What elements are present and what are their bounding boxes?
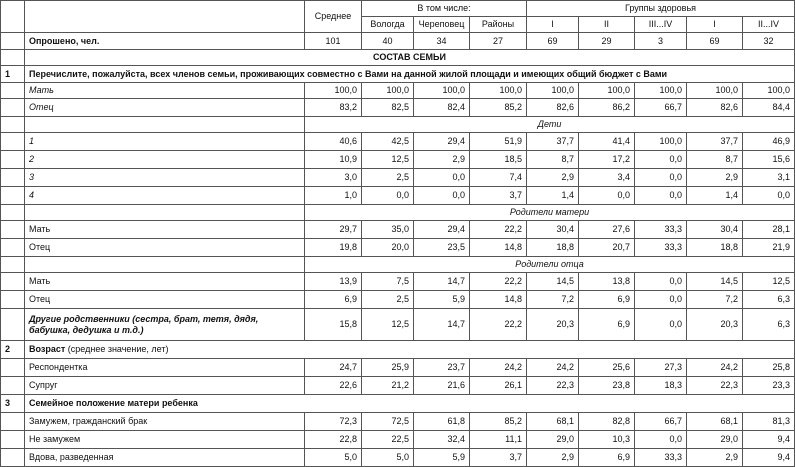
table-cell: Другие родственники (сестра, брат, тетя, дядя, бабушка, дедушка и т.д.) xyxy=(25,309,305,341)
table-cell: 23,7 xyxy=(414,359,470,377)
table-cell: 72,3 xyxy=(305,413,362,431)
table-cell: 24,7 xyxy=(305,359,362,377)
table-cell: 5,0 xyxy=(305,449,362,467)
question-row xyxy=(1,66,795,83)
data-row xyxy=(1,273,795,291)
header-sub: II...IV xyxy=(743,17,795,33)
table-cell: 0,0 xyxy=(635,273,687,291)
table-cell: 18,8 xyxy=(687,239,743,257)
table-cell xyxy=(1,187,25,205)
table-cell: 1,4 xyxy=(687,187,743,205)
table-cell: 7,5 xyxy=(362,273,414,291)
header-sub: Череповец xyxy=(414,17,470,33)
table-cell: 100,0 xyxy=(743,83,795,99)
table-cell: 84,4 xyxy=(743,99,795,117)
subgroup-title: Родители матери xyxy=(305,205,795,221)
table-cell: 82,8 xyxy=(579,413,635,431)
header-average: Среднее xyxy=(305,1,362,33)
table-cell: 14,5 xyxy=(687,273,743,291)
table-cell: 2,9 xyxy=(687,449,743,467)
data-row xyxy=(1,239,795,257)
table-cell: 22,5 xyxy=(362,431,414,449)
table-cell: 3 xyxy=(25,169,305,187)
table-cell xyxy=(1,273,25,291)
table-cell: 2,5 xyxy=(362,169,414,187)
table-cell: 68,1 xyxy=(527,413,579,431)
table-cell: 25,9 xyxy=(362,359,414,377)
table-cell: 7,2 xyxy=(527,291,579,309)
table-cell: 100,0 xyxy=(527,83,579,99)
table-cell xyxy=(1,359,25,377)
table-cell: Не замужем xyxy=(25,431,305,449)
table-cell: 7,2 xyxy=(687,291,743,309)
table-cell: 10,9 xyxy=(305,151,362,169)
table-cell xyxy=(1,239,25,257)
table-cell: 9,4 xyxy=(743,449,795,467)
table-cell: 40 xyxy=(362,33,414,50)
table-cell: 21,9 xyxy=(743,239,795,257)
table-cell: 2,5 xyxy=(362,291,414,309)
table-cell xyxy=(1,309,25,341)
table-cell: 22,2 xyxy=(470,273,527,291)
table-cell xyxy=(1,99,25,117)
table-cell: Мать xyxy=(25,83,305,99)
header-including: В том числе: xyxy=(362,1,527,17)
table-cell: 72,5 xyxy=(362,413,414,431)
table-cell: 33,3 xyxy=(635,449,687,467)
table-cell: 41,4 xyxy=(579,133,635,151)
question-row xyxy=(1,395,795,413)
table-cell xyxy=(1,257,25,273)
table-cell: 23,3 xyxy=(743,377,795,395)
table-cell: 100,0 xyxy=(470,83,527,99)
header-sub: Вологда xyxy=(362,17,414,33)
table-cell: 28,1 xyxy=(743,221,795,239)
table-cell: 22,3 xyxy=(527,377,579,395)
table-cell: 24,2 xyxy=(470,359,527,377)
subgroup-title-row xyxy=(1,257,795,273)
table-cell: Отец xyxy=(25,99,305,117)
section-title-row xyxy=(1,50,795,66)
table-cell: Замужем, гражданский брак xyxy=(25,413,305,431)
table-cell: 25,8 xyxy=(743,359,795,377)
table-cell: 13,8 xyxy=(579,273,635,291)
table-cell: 22,6 xyxy=(305,377,362,395)
table-cell: 100,0 xyxy=(414,83,470,99)
table-cell: 14,8 xyxy=(470,291,527,309)
table-cell: 100,0 xyxy=(305,83,362,99)
table-cell: 27 xyxy=(470,33,527,50)
table-cell: 24,2 xyxy=(527,359,579,377)
data-row xyxy=(1,221,795,239)
table-cell: 69 xyxy=(527,33,579,50)
table-cell: 81,3 xyxy=(743,413,795,431)
table-cell: 7,4 xyxy=(470,169,527,187)
data-row xyxy=(1,133,795,151)
table-cell: 1,4 xyxy=(527,187,579,205)
table-cell xyxy=(25,341,795,359)
table-cell: 2,9 xyxy=(527,169,579,187)
table-cell xyxy=(25,257,305,273)
data-row xyxy=(1,187,795,205)
table-cell: 30,4 xyxy=(687,221,743,239)
table-cell: 20,3 xyxy=(527,309,579,341)
table-cell: Вдова, разведенная xyxy=(25,449,305,467)
table-cell: 0,0 xyxy=(414,169,470,187)
table-cell xyxy=(25,1,305,33)
table-cell: 22,2 xyxy=(470,309,527,341)
table-cell: 9,4 xyxy=(743,431,795,449)
table-cell: 10,3 xyxy=(579,431,635,449)
table-cell: 3,4 xyxy=(579,169,635,187)
table-cell: 40,6 xyxy=(305,133,362,151)
table-cell: 29,4 xyxy=(414,221,470,239)
table-cell: 8,7 xyxy=(527,151,579,169)
data-row xyxy=(1,359,795,377)
table-cell: 100,0 xyxy=(635,83,687,99)
table-cell: 21,6 xyxy=(414,377,470,395)
row-label: Опрошено, чел. xyxy=(25,33,305,50)
table-cell: 22,2 xyxy=(470,221,527,239)
table-cell: 42,5 xyxy=(362,133,414,151)
table-cell: 3,7 xyxy=(470,187,527,205)
table-cell: 66,7 xyxy=(635,99,687,117)
table-cell: 82,6 xyxy=(687,99,743,117)
table-cell: 24,2 xyxy=(687,359,743,377)
table-cell: 82,6 xyxy=(527,99,579,117)
table-cell: 37,7 xyxy=(687,133,743,151)
header-sub: II xyxy=(579,17,635,33)
table-cell: 85,2 xyxy=(470,413,527,431)
subgroup-title-row xyxy=(1,205,795,221)
table-cell: Мать xyxy=(25,273,305,291)
table-cell xyxy=(1,291,25,309)
table-cell: 14,7 xyxy=(414,273,470,291)
table-cell: 82,5 xyxy=(362,99,414,117)
table-cell: 12,5 xyxy=(743,273,795,291)
table-cell: 3,7 xyxy=(470,449,527,467)
header-sub: I xyxy=(527,17,579,33)
header-sub: III...IV xyxy=(635,17,687,33)
table-cell xyxy=(1,205,25,221)
table-cell: Супруг xyxy=(25,377,305,395)
table-cell: 82,4 xyxy=(414,99,470,117)
table-cell xyxy=(25,205,305,221)
table-cell xyxy=(1,133,25,151)
table-cell: 101 xyxy=(305,33,362,50)
table-cell: 13,9 xyxy=(305,273,362,291)
table-cell: 33,3 xyxy=(635,221,687,239)
table-cell: 6,9 xyxy=(579,291,635,309)
table-cell: 6,9 xyxy=(579,449,635,467)
table-cell xyxy=(1,151,25,169)
data-row xyxy=(1,413,795,431)
table-cell: 1 xyxy=(25,133,305,151)
table-cell xyxy=(1,33,25,50)
table-cell: 0,0 xyxy=(635,187,687,205)
header-health-groups: Группы здоровья xyxy=(527,1,795,17)
header-sub: Районы xyxy=(470,17,527,33)
table-cell: 100,0 xyxy=(362,83,414,99)
table-cell xyxy=(25,117,305,133)
table-cell: 68,1 xyxy=(687,413,743,431)
table-cell: 29,0 xyxy=(687,431,743,449)
table-cell: 0,0 xyxy=(635,309,687,341)
table-cell: 27,3 xyxy=(635,359,687,377)
table-cell: 83,2 xyxy=(305,99,362,117)
table-cell: 27,6 xyxy=(579,221,635,239)
subgroup-title: Дети xyxy=(305,117,795,133)
table-cell: 100,0 xyxy=(635,133,687,151)
table-cell: 18,5 xyxy=(470,151,527,169)
table-cell: 0,0 xyxy=(579,187,635,205)
table-cell: 8,7 xyxy=(687,151,743,169)
table-cell xyxy=(1,117,25,133)
data-row xyxy=(1,291,795,309)
table-cell: 4 xyxy=(25,187,305,205)
table-cell: 2 xyxy=(1,341,25,359)
table-cell: 14,7 xyxy=(414,309,470,341)
table-cell: 61,8 xyxy=(414,413,470,431)
table-cell: 30,4 xyxy=(527,221,579,239)
table-cell: 2,9 xyxy=(687,169,743,187)
table-cell: 25,6 xyxy=(579,359,635,377)
header-sub: I xyxy=(687,17,743,33)
table-cell xyxy=(1,1,25,33)
table-cell: 35,0 xyxy=(362,221,414,239)
table-cell: 85,2 xyxy=(470,99,527,117)
data-row xyxy=(1,309,795,341)
data-row xyxy=(1,377,795,395)
table-cell: 34 xyxy=(414,33,470,50)
table-cell: 15,8 xyxy=(305,309,362,341)
table-cell: 20,3 xyxy=(687,309,743,341)
table-cell: 0,0 xyxy=(743,187,795,205)
data-row xyxy=(1,431,795,449)
table-cell: 6,9 xyxy=(305,291,362,309)
table-cell: Отец xyxy=(25,239,305,257)
table-cell: 22,3 xyxy=(687,377,743,395)
table-cell: 100,0 xyxy=(687,83,743,99)
surveyed-row xyxy=(1,33,795,50)
table-cell: 11,1 xyxy=(470,431,527,449)
table-cell: 12,5 xyxy=(362,309,414,341)
table-cell: Отец xyxy=(25,291,305,309)
table-cell: 29 xyxy=(579,33,635,50)
data-row xyxy=(1,83,795,99)
table-cell: 14,8 xyxy=(470,239,527,257)
table-cell xyxy=(1,50,25,66)
table-cell: 3 xyxy=(1,395,25,413)
table-cell: Семейное положение матери ребенка xyxy=(25,395,795,413)
table-cell: 6,3 xyxy=(743,309,795,341)
table-cell: Мать xyxy=(25,221,305,239)
data-row xyxy=(1,151,795,169)
table-cell: 2,9 xyxy=(527,449,579,467)
table-cell: 3 xyxy=(635,33,687,50)
table-cell: 1 xyxy=(1,66,25,83)
table-cell: 19,8 xyxy=(305,239,362,257)
question-text: Перечислите, пожалуйста, всех членов семьи, проживающих совместно с Вами на данной жилой площади и имеющих общий бюджет с Вами xyxy=(25,66,795,83)
table-cell: 0,0 xyxy=(362,187,414,205)
table-cell: 20,0 xyxy=(362,239,414,257)
question-row xyxy=(1,341,795,359)
table-cell: 20,7 xyxy=(579,239,635,257)
table-cell: 46,9 xyxy=(743,133,795,151)
subgroup-title: Родители отца xyxy=(305,257,795,273)
table-cell: 2 xyxy=(25,151,305,169)
table-cell: 5,9 xyxy=(414,291,470,309)
table-cell: 69 xyxy=(687,33,743,50)
question-text: (среднее значение, лет) xyxy=(65,344,169,354)
table-cell: 37,7 xyxy=(527,133,579,151)
table-cell: 100,0 xyxy=(579,83,635,99)
table-cell: 32 xyxy=(743,33,795,50)
table-cell xyxy=(1,413,25,431)
table-cell: 23,8 xyxy=(579,377,635,395)
table-cell: 0,0 xyxy=(635,151,687,169)
table-cell: 32,4 xyxy=(414,431,470,449)
table-cell: 6,9 xyxy=(579,309,635,341)
table-cell: 86,2 xyxy=(579,99,635,117)
table-cell: 3,0 xyxy=(305,169,362,187)
header-row-1 xyxy=(1,1,795,17)
table-cell: 29,0 xyxy=(527,431,579,449)
table-cell: 0,0 xyxy=(635,169,687,187)
table-cell: 14,5 xyxy=(527,273,579,291)
table-cell: 22,8 xyxy=(305,431,362,449)
question-text: Возраст xyxy=(29,344,66,354)
table-cell: 5,0 xyxy=(362,449,414,467)
table-cell: 12,5 xyxy=(362,151,414,169)
table-cell: 33,3 xyxy=(635,239,687,257)
table-cell: 21,2 xyxy=(362,377,414,395)
table-cell: 26,1 xyxy=(470,377,527,395)
table-cell xyxy=(1,221,25,239)
data-row xyxy=(1,99,795,117)
table-cell: 17,2 xyxy=(579,151,635,169)
table-cell: 15,6 xyxy=(743,151,795,169)
table-cell: 23,5 xyxy=(414,239,470,257)
table-cell: 3,1 xyxy=(743,169,795,187)
data-row xyxy=(1,169,795,187)
table-cell xyxy=(1,169,25,187)
table-cell: 51,9 xyxy=(470,133,527,151)
table-cell xyxy=(1,377,25,395)
table-cell: 2,9 xyxy=(414,151,470,169)
table-cell: 5,9 xyxy=(414,449,470,467)
table-cell: 29,7 xyxy=(305,221,362,239)
table-cell: 18,8 xyxy=(527,239,579,257)
table-cell: 29,4 xyxy=(414,133,470,151)
data-row xyxy=(1,449,795,467)
table-cell: Респондентка xyxy=(25,359,305,377)
subgroup-title-row xyxy=(1,117,795,133)
table-cell: 0,0 xyxy=(635,291,687,309)
section-title: СОСТАВ СЕМЬИ xyxy=(25,50,795,66)
table-cell: 18,3 xyxy=(635,377,687,395)
table-cell: 1,0 xyxy=(305,187,362,205)
table-cell xyxy=(1,83,25,99)
table-cell: 66,7 xyxy=(635,413,687,431)
table-cell xyxy=(1,431,25,449)
table-cell xyxy=(1,449,25,467)
table-cell: 0,0 xyxy=(635,431,687,449)
table-cell: 6,3 xyxy=(743,291,795,309)
table-cell: 0,0 xyxy=(414,187,470,205)
